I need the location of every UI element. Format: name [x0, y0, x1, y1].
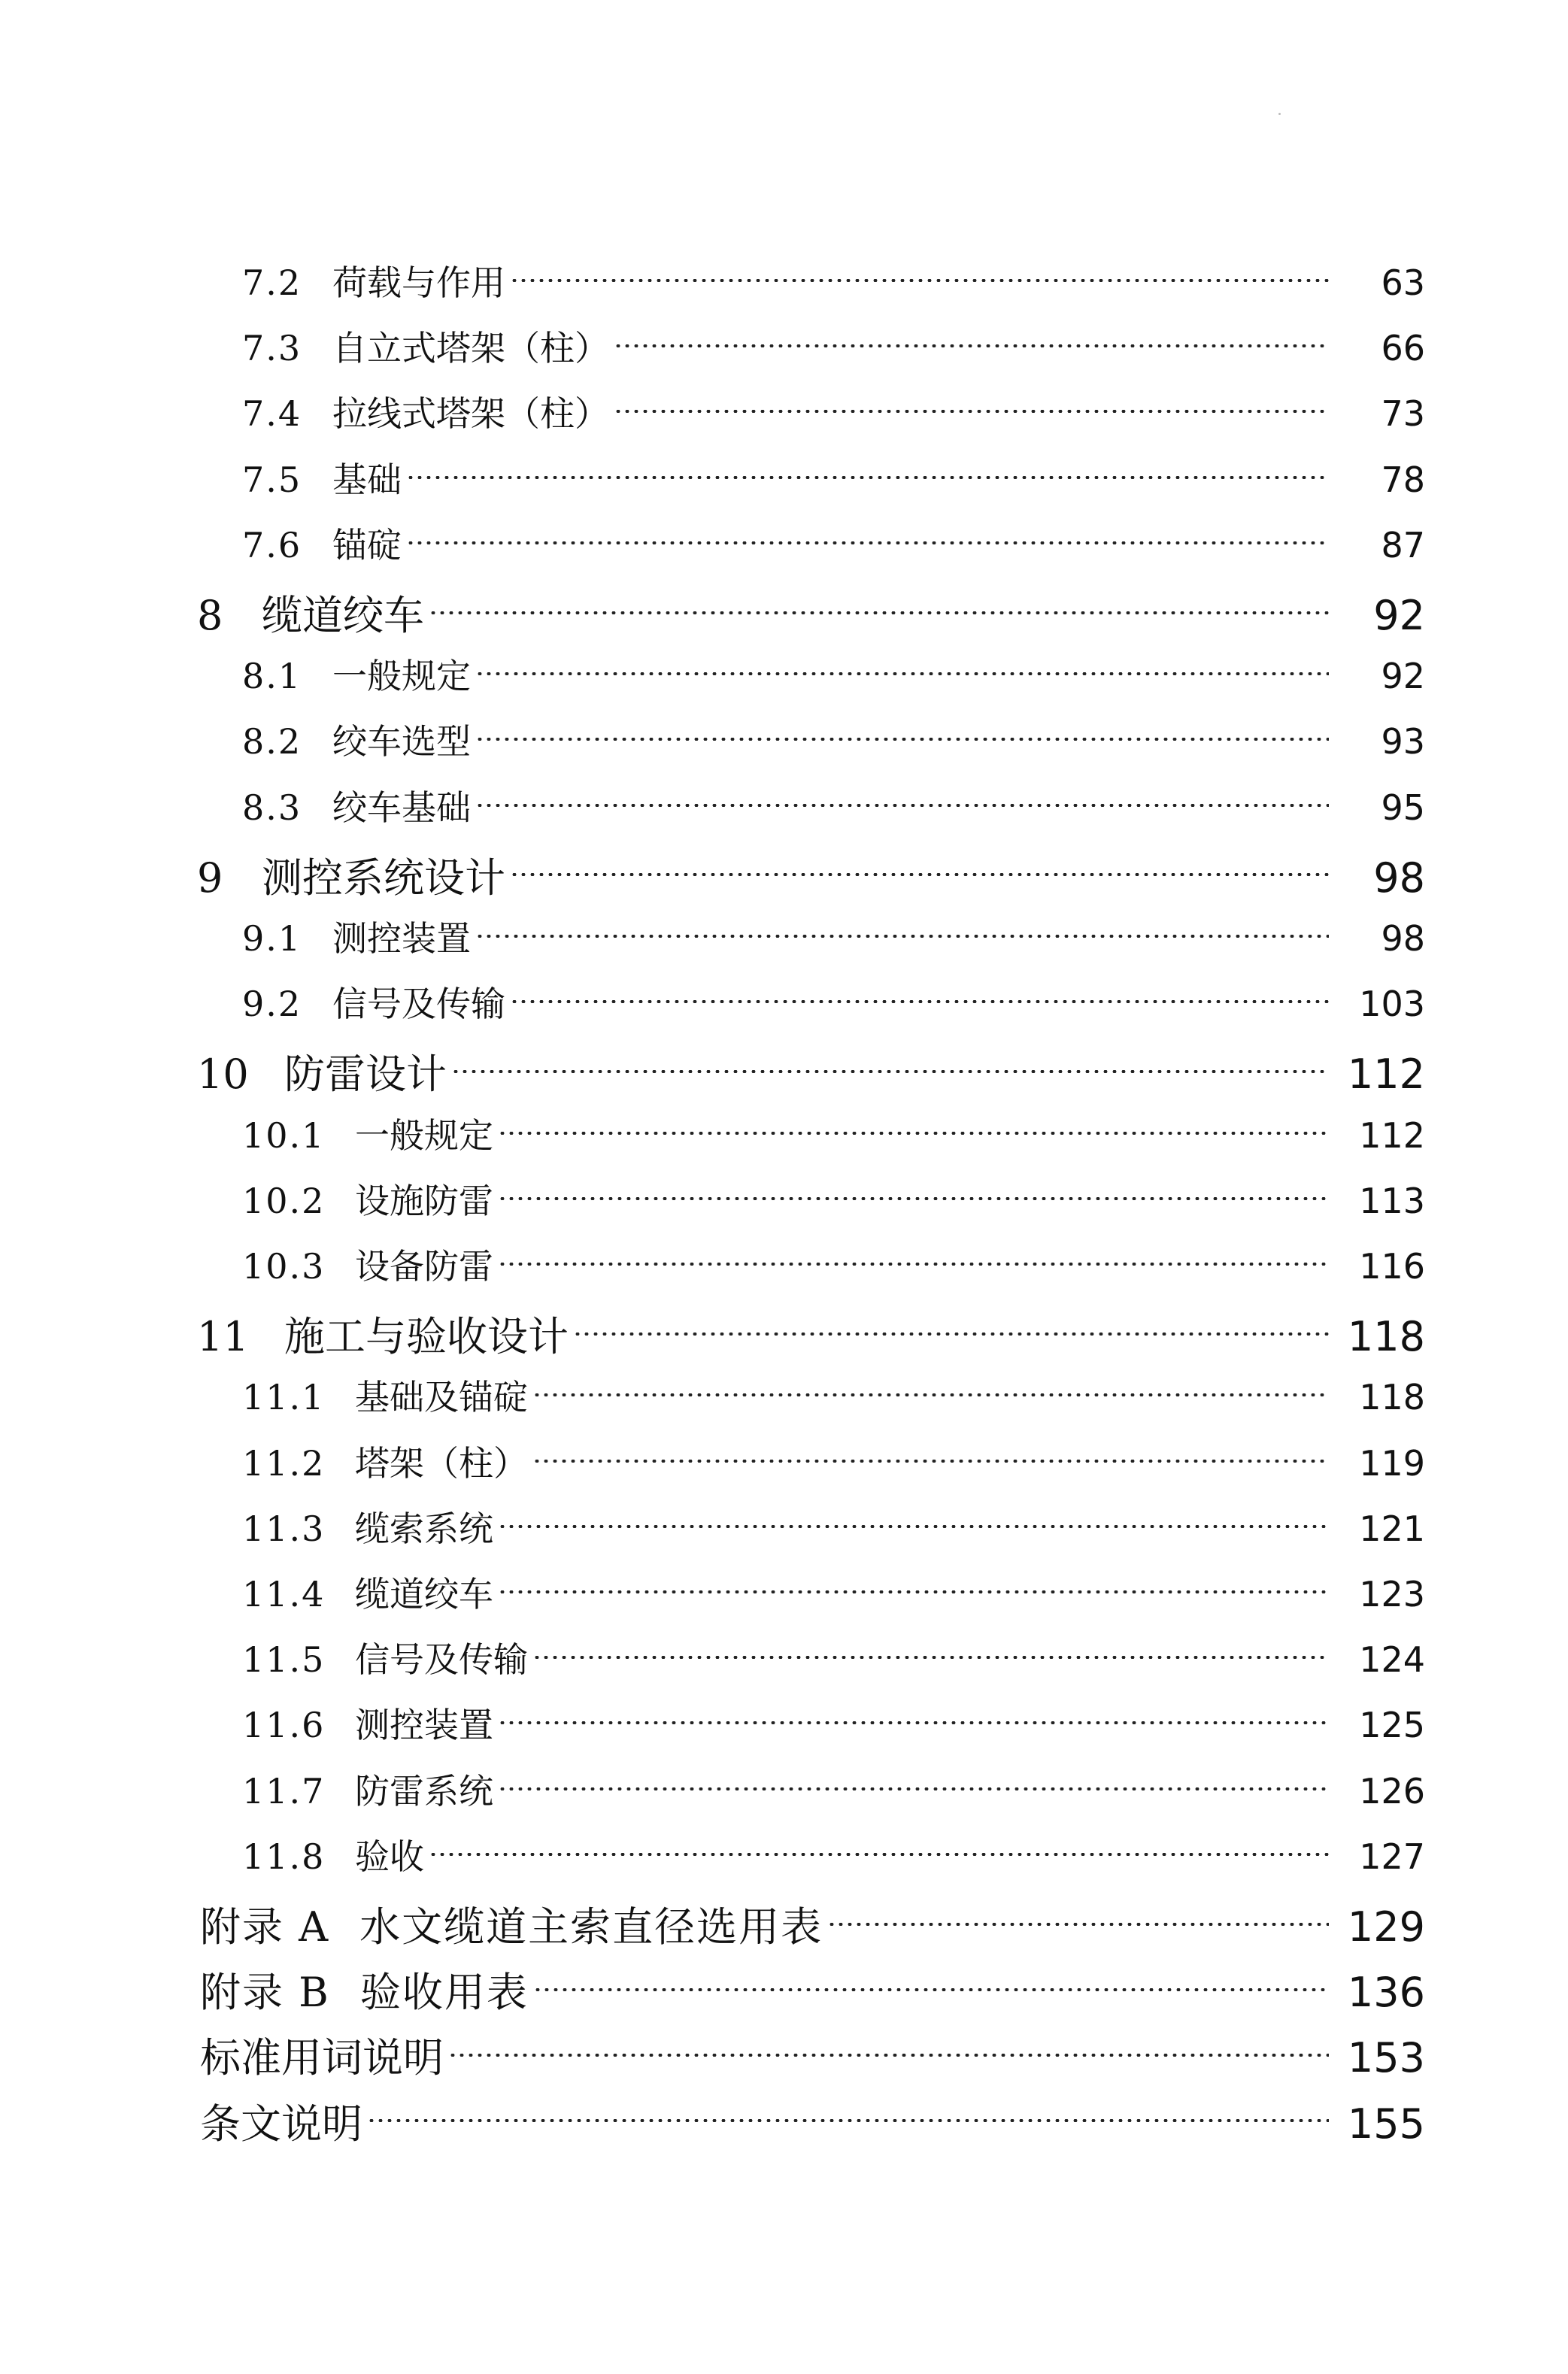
toc-entry[interactable]: [0, 1370, 1568, 1420]
toc-entry-line: [242, 781, 1425, 830]
toc-entry[interactable]: [0, 1436, 1568, 1486]
toc-entry-line: [242, 649, 1425, 699]
toc-entry-title: 测控装置: [355, 1705, 493, 1746]
toc-entry[interactable]: [0, 1567, 1568, 1617]
toc-entry[interactable]: [0, 453, 1568, 502]
dot-leader: [406, 476, 1329, 479]
toc-entry-title: 拉线式塔架（柱）: [332, 393, 609, 435]
toc-entry-line: [197, 846, 1425, 904]
dot-leader: [533, 1988, 1329, 1991]
toc-entry[interactable]: [0, 911, 1568, 961]
toc-entry-line: [200, 2026, 1425, 2084]
toc-entry[interactable]: [0, 1830, 1568, 1879]
dot-leader: [498, 1263, 1329, 1266]
toc-entry-number: 8.1: [242, 656, 302, 697]
toc-entry-title: 缆索系统: [355, 1508, 493, 1549]
dot-leader: [532, 1656, 1329, 1659]
toc-entry[interactable]: [0, 649, 1568, 699]
toc-entry-line: [242, 256, 1425, 305]
toc-entry-page-number: 118: [1347, 1313, 1425, 1361]
dot-leader: [510, 1000, 1329, 1003]
toc-entry-line: [242, 1830, 1425, 1879]
toc-entry-number: 11: [197, 1313, 249, 1361]
toc-entry-page-number: 112: [1359, 1114, 1425, 1156]
toc-entry-title: 缆道绞车: [355, 1574, 493, 1615]
toc-entry[interactable]: [0, 781, 1568, 830]
appendix-label: 附录 B: [200, 1969, 330, 2017]
toc-entry-page-number: 87: [1381, 524, 1425, 565]
toc-entry-line: [242, 1108, 1425, 1158]
toc-entry-title: 缆道绞车: [262, 592, 424, 639]
toc-entry-line: [242, 1239, 1425, 1289]
toc-entry[interactable]: [0, 1698, 1568, 1748]
appendix-title: 水文缆道主索直径选用表: [359, 1903, 823, 1951]
toc-entry-page-number: 126: [1359, 1770, 1425, 1812]
toc-entry-title: 测控装置: [332, 918, 471, 959]
toc-entry-number: 8.3: [242, 787, 302, 828]
toc-entry[interactable]: [0, 1633, 1568, 1682]
toc-entry[interactable]: [0, 387, 1568, 436]
toc-entry[interactable]: [0, 1764, 1568, 1814]
toc-entry-page-number: 153: [1347, 2034, 1425, 2082]
toc-entry-page-number: 127: [1359, 1836, 1425, 1877]
toc-entry-title: 施工与验收设计: [284, 1313, 569, 1361]
toc-entry[interactable]: [0, 2026, 1568, 2084]
toc-entry-line: [242, 911, 1425, 961]
toc-entry-number: 9.2: [242, 984, 302, 1025]
toc-entry-page-number: 136: [1347, 1969, 1425, 2017]
toc-entry-number: 11.5: [242, 1639, 326, 1681]
toc-entry[interactable]: [0, 1502, 1568, 1551]
toc-entry[interactable]: [0, 1305, 1568, 1363]
toc-entry-number: 11.7: [242, 1770, 326, 1812]
toc-entry-page-number: 98: [1381, 918, 1425, 959]
toc-entry-line: [242, 1698, 1425, 1748]
toc-entry-line: [242, 1370, 1425, 1420]
toc-entry-page-number: 119: [1359, 1442, 1425, 1484]
toc-entry[interactable]: [0, 1108, 1568, 1158]
toc-entry-number: 9: [197, 853, 223, 902]
toc-entry-page-number: 155: [1347, 2100, 1425, 2148]
toc-entry[interactable]: [0, 1895, 1568, 1953]
toc-entry-number: 8.2: [242, 721, 302, 763]
appendix-title: 验收用表: [359, 1969, 529, 2017]
toc-entry-page-number: 129: [1347, 1903, 1425, 1951]
toc-entry-line: [242, 1764, 1425, 1814]
toc-entry-line: [242, 1567, 1425, 1617]
toc-entry-number: 7.4: [242, 393, 302, 435]
toc-entry-page-number: 125: [1359, 1705, 1425, 1746]
toc-entry-number: 11.6: [242, 1705, 326, 1746]
toc-entry-page-number: 63: [1381, 262, 1425, 303]
dot-leader: [498, 1525, 1329, 1528]
toc-entry-title: 荷载与作用: [332, 262, 505, 303]
dot-leader: [448, 2054, 1329, 2057]
toc-entry-title: [200, 1960, 529, 2018]
dot-leader: [573, 1333, 1329, 1336]
toc-entry-title: [200, 1895, 823, 1953]
dot-leader: [614, 410, 1329, 413]
dot-leader: [367, 2119, 1329, 2122]
toc-entry-line: [197, 1042, 1425, 1100]
toc-entry-line: [242, 453, 1425, 502]
toc-entry[interactable]: [0, 2092, 1568, 2150]
toc-entry-title: 一般规定: [355, 1114, 493, 1156]
toc-entry-line: [242, 1174, 1425, 1223]
toc-entry[interactable]: [0, 321, 1568, 371]
toc-entry-number: 11.3: [242, 1508, 326, 1549]
toc-entry-title: 信号及传输: [332, 984, 505, 1025]
toc-entry-page-number: 124: [1359, 1639, 1425, 1681]
dot-leader: [510, 873, 1329, 876]
dot-leader: [498, 1132, 1329, 1135]
toc-entry-title: 绞车基础: [332, 787, 471, 828]
toc-entry-page-number: 92: [1373, 592, 1425, 639]
toc-entry-number: 10.2: [242, 1180, 326, 1221]
toc-entry-title: 防雷系统: [355, 1770, 493, 1812]
toc-entry-line: [200, 1895, 1425, 1953]
toc-entry-page-number: 98: [1373, 853, 1425, 902]
toc-entry-title: 条文说明: [200, 2100, 362, 2148]
toc-entry-line: [200, 2092, 1425, 2150]
toc-entry[interactable]: [0, 518, 1568, 568]
dot-leader: [532, 1460, 1329, 1463]
toc-entry[interactable]: [0, 1239, 1568, 1289]
toc-entry-number: 10.3: [242, 1246, 326, 1287]
toc-entry-title: 基础及锚碇: [355, 1377, 528, 1418]
toc-entry-page-number: 66: [1381, 328, 1425, 369]
toc-entry-page-number: 73: [1381, 393, 1425, 435]
dot-leader: [498, 1721, 1329, 1724]
dot-leader: [510, 279, 1329, 282]
toc-entry-title: 信号及传输: [355, 1639, 528, 1681]
dot-leader: [475, 672, 1329, 675]
toc-entry-page-number: 116: [1359, 1246, 1425, 1287]
toc-entry-page-number: 113: [1359, 1180, 1425, 1221]
toc-entry[interactable]: [0, 584, 1568, 641]
toc-entry-page-number: 95: [1381, 787, 1425, 828]
toc-entry-line: [242, 1502, 1425, 1551]
toc-entry-number: 11.4: [242, 1574, 326, 1615]
dot-leader: [614, 344, 1329, 347]
dot-leader: [475, 738, 1329, 741]
toc-entry-line: [242, 387, 1425, 436]
toc-entry-title: 自立式塔架（柱）: [332, 328, 609, 369]
toc-entry-line: [242, 714, 1425, 764]
toc-entry-title: 标准用词说明: [200, 2034, 444, 2082]
toc-entry-title: 绞车选型: [332, 721, 471, 763]
toc-entry-title: 设备防雷: [355, 1246, 493, 1287]
toc-entry[interactable]: [0, 256, 1568, 305]
dot-leader: [532, 1393, 1329, 1396]
toc-entry-page-number: 103: [1359, 984, 1425, 1025]
dot-leader: [406, 541, 1329, 544]
dot-leader: [827, 1923, 1329, 1926]
dot-leader: [451, 1070, 1329, 1073]
toc-entry-number: 8: [197, 592, 223, 639]
toc-entry[interactable]: [0, 1174, 1568, 1223]
dot-leader: [498, 1197, 1329, 1200]
toc-entry-number: 11.2: [242, 1442, 326, 1484]
toc-entry-number: 9.1: [242, 918, 302, 959]
toc-entry-number: 7.3: [242, 328, 302, 369]
toc-entry-title: 验收: [355, 1836, 424, 1877]
toc-entry-line: [242, 977, 1425, 1026]
toc-entry-title: 防雷设计: [284, 1051, 447, 1099]
toc-entry-line: [197, 584, 1425, 641]
toc-entry-line: [242, 1633, 1425, 1682]
toc-entry-number: 11.8: [242, 1836, 326, 1877]
toc-entry-title: 设施防雷: [355, 1180, 493, 1221]
dot-leader: [429, 1853, 1329, 1856]
toc-entry[interactable]: [0, 846, 1568, 904]
toc-entry-title: 锚碇: [332, 524, 402, 565]
toc-entry-line: [242, 518, 1425, 568]
toc-entry-line: [200, 1960, 1425, 2018]
toc-entry-title: 测控系统设计: [262, 853, 505, 902]
toc-entry[interactable]: [0, 977, 1568, 1026]
dot-leader: [475, 804, 1329, 807]
toc-entry[interactable]: [0, 714, 1568, 764]
toc-entry-page-number: 118: [1359, 1377, 1425, 1418]
toc-entry-page-number: 121: [1359, 1508, 1425, 1549]
toc-entry-number: 7.6: [242, 524, 302, 565]
dot-leader: [429, 611, 1329, 614]
toc-entry[interactable]: [0, 1042, 1568, 1100]
toc-entry-number: 11.1: [242, 1377, 326, 1418]
toc-entry-page-number: 78: [1381, 459, 1425, 500]
dot-leader: [475, 935, 1329, 938]
scan-speck: [1278, 113, 1281, 115]
dot-leader: [498, 1787, 1329, 1790]
toc-entry-page-number: 92: [1381, 656, 1425, 697]
toc-entry-title: 一般规定: [332, 656, 471, 697]
toc-entry-page-number: 123: [1359, 1574, 1425, 1615]
toc-entry-number: 7.5: [242, 459, 302, 500]
toc-entry-title: 塔架（柱）: [355, 1442, 528, 1484]
toc-entry-page-number: 112: [1347, 1051, 1425, 1099]
toc-entry-title: 基础: [332, 459, 402, 500]
toc-entry-line: [242, 321, 1425, 371]
toc-entry-page-number: 93: [1381, 721, 1425, 763]
toc-entry[interactable]: [0, 1960, 1568, 2018]
toc-entry-number: 10: [197, 1051, 249, 1099]
toc-entry-number: 7.2: [242, 262, 302, 303]
dot-leader: [498, 1590, 1329, 1593]
appendix-label: 附录 A: [200, 1903, 330, 1951]
toc-entry-number: 10.1: [242, 1114, 326, 1156]
toc-entry-line: [197, 1305, 1425, 1363]
toc-entry-line: [242, 1436, 1425, 1486]
